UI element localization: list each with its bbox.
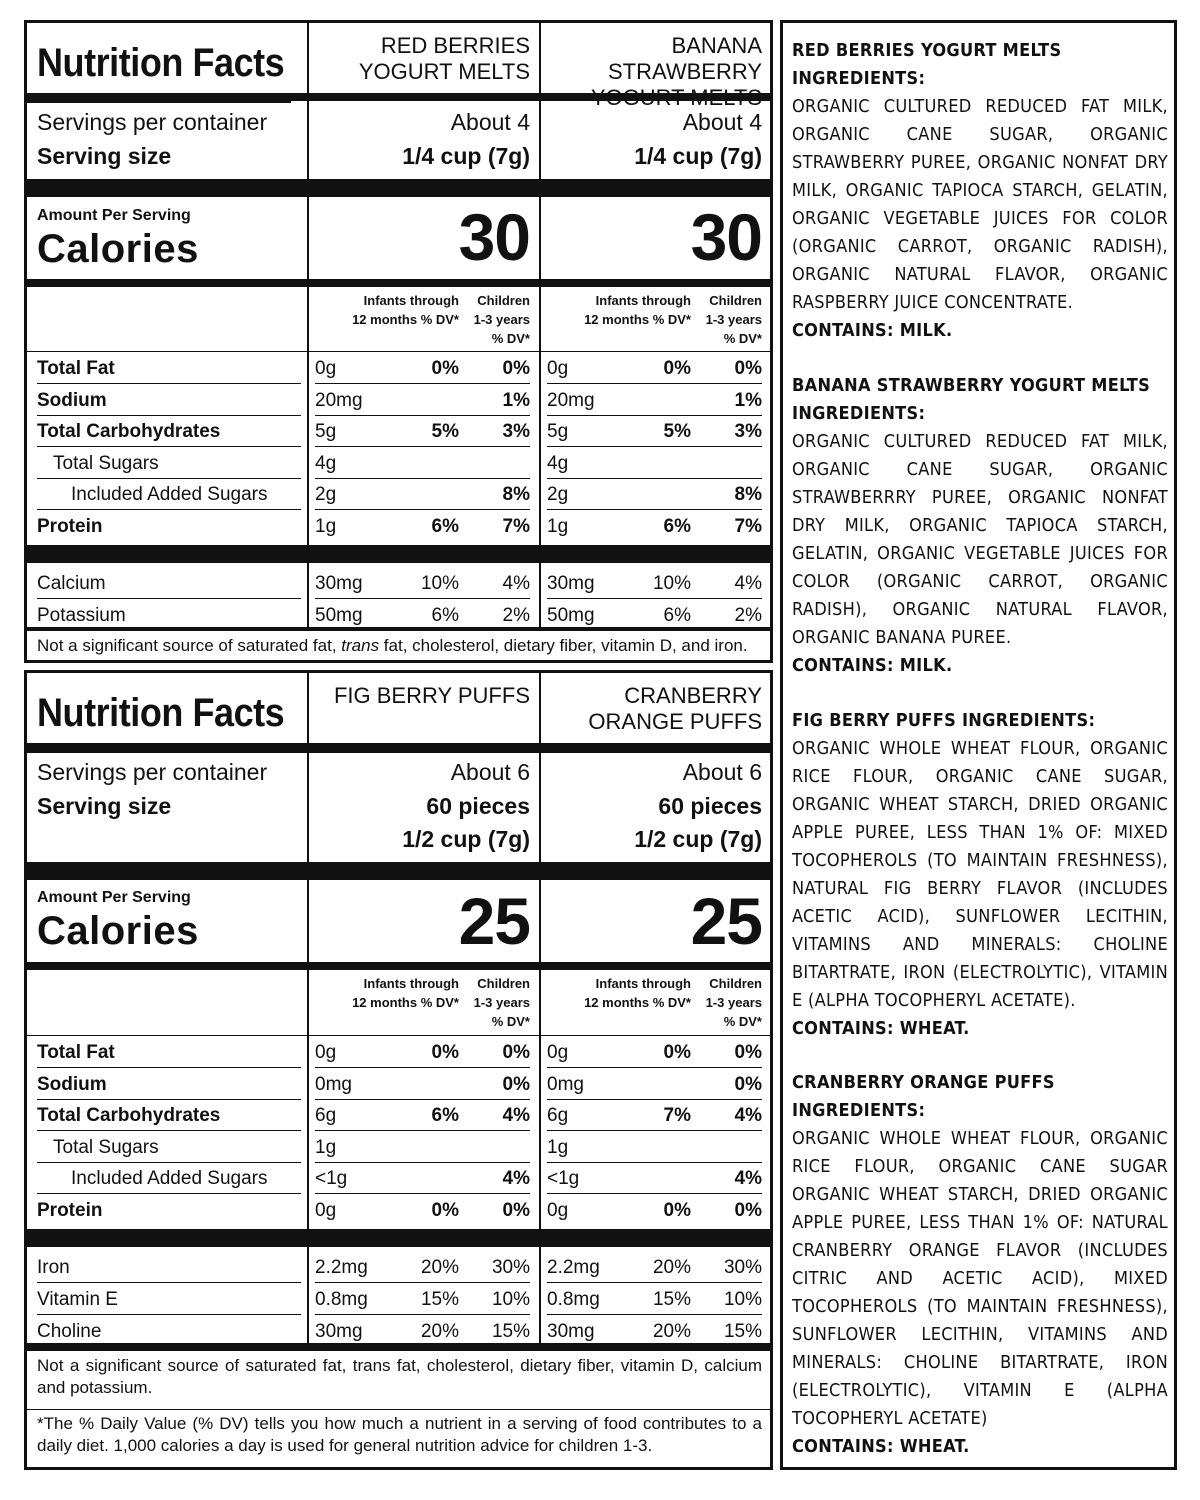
nutrient-label: Total Carbohydrates (37, 1105, 221, 1126)
dv-children: 4% (502, 1105, 530, 1126)
dv-header-infants: Infants through 12 months % DV* (584, 293, 691, 327)
footnote-daily-value: *The % Daily Value (% DV) tells you how much a nutrient in a serving of food contributes to a daily diet. 1,000 calories a day is used for general nutrition advice for children 1-3. (37, 1414, 762, 1455)
dv-children: 0% (502, 358, 530, 379)
servings-value: About 4 (682, 109, 762, 135)
dv-infants: 6% (431, 1105, 459, 1126)
product-name-banana-strawberry: BANANA STRAWBERRY (607, 33, 762, 84)
dv-children: 1% (734, 389, 762, 411)
product-name-red-berries: RED BERRIES YOGURT MELTS (358, 33, 530, 84)
nutrient-row (27, 386, 770, 416)
ingredients-cranberry-orange (792, 1069, 1168, 1461)
nutrient-label: Potassium (37, 605, 126, 626)
dv-children: 0% (502, 1042, 530, 1063)
nutrient-amount: 2g (315, 484, 337, 505)
nutrition-panel-puffs (24, 670, 773, 1470)
nutrient-label: Sodium (37, 1073, 107, 1095)
dv-infants: 6% (431, 605, 459, 626)
nutrient-amount: 2.2mg (315, 1257, 368, 1278)
dv-children: 8% (502, 484, 530, 505)
dv-infants (607, 1133, 691, 1163)
nutrient-row (27, 1070, 770, 1100)
dv-infants (607, 480, 691, 510)
nutrient-amount: 0g (547, 1042, 569, 1063)
dv-infants (375, 386, 459, 416)
servings-value: About 4 (450, 109, 530, 135)
nutrient-amount: 0g (315, 1042, 337, 1063)
nutrient-amount: 0.8mg (547, 1289, 600, 1310)
servings-per-container-label: Servings per container (37, 109, 268, 135)
nutrient-amount: 2g (547, 484, 569, 505)
nutrient-amount: 4g (547, 452, 569, 474)
calories-value: 30 (458, 200, 530, 274)
nutrient-row (27, 569, 770, 599)
dv-infants: 5% (431, 421, 459, 442)
allergen-contains: CONTAINS: WHEAT. (792, 1436, 970, 1457)
nutrient-label: Protein (37, 515, 103, 537)
dv-children (697, 449, 762, 479)
nutrient-amount: 5g (315, 421, 337, 442)
dv-children: 30% (491, 1257, 530, 1278)
dv-header-children: Children 1-3 years % DV* (473, 976, 530, 1029)
dv-header-children: Children 1-3 years % DV* (705, 976, 762, 1029)
servings-value: About 6 (450, 759, 530, 785)
dv-children: 1% (502, 389, 530, 411)
nutrient-amount: 50mg (547, 605, 595, 626)
dv-infants: 0% (431, 1199, 459, 1221)
nutrient-amount: 0mg (315, 1073, 352, 1095)
nutrient-amount: 30mg (547, 1321, 595, 1342)
dv-children: 0% (734, 1042, 762, 1063)
dv-header-infants: Infants through 12 months % DV* (352, 293, 459, 327)
dv-infants (375, 1070, 459, 1100)
dv-children: 2% (502, 605, 530, 626)
dv-infants: 0% (431, 1042, 459, 1063)
dv-infants: 0% (663, 1042, 691, 1063)
nutrient-amount: 0g (547, 358, 569, 379)
dv-infants: 0% (663, 358, 691, 379)
allergen-contains: CONTAINS: MILK. (792, 655, 953, 676)
nutrient-amount: 30mg (547, 573, 595, 594)
dv-infants: 20% (420, 1321, 459, 1342)
dv-children: 0% (734, 1073, 762, 1095)
nutrient-label: Calcium (37, 573, 106, 594)
dv-children: 30% (723, 1257, 762, 1278)
nutrient-row (27, 354, 770, 384)
ingredients-text: ORGANIC WHOLE WHEAT FLOUR, ORGANIC RICE FLOUR, ORGANIC CANE SUGAR, ORGANIC WHEAT STARCH, DRIED ORGANIC APPLE PUREE, LESS THAN 1% OF: MIXED TOCOPHEROLS (TO MAINTAIN FRESHNESS), NATURAL FIG BERRY FLAVOR (INCLUDES ACETIC ACID), SUNFLOWER LECITHIN, VITAMINS AND MINERALS: CHOLINE BITARTRATE, IRON (ELECTROLYTIC), VITAMIN E (ALPHA TOCOPHERYL ACETATE). (792, 738, 1168, 1011)
nutrition-facts-title: Nutrition Facts (37, 691, 285, 735)
calories-value: 25 (690, 884, 762, 958)
ingredients-fig-berry (792, 707, 1168, 1043)
footnote-not-significant: Not a significant source of saturated fat, trans fat, cholesterol, dietary fiber, vitamin D, and iron. (37, 636, 748, 655)
serving-size-value: 1/2 cup (7g) (402, 826, 530, 852)
nutrient-amount: 0.8mg (315, 1289, 368, 1310)
nutrition-facts-title: Nutrition Facts (37, 41, 285, 85)
ingredients-text: ORGANIC CULTURED REDUCED FAT MILK, ORGANIC CANE SUGAR, ORGANIC STRAWBERRY PUREE, ORGANIC NONFAT DRY MILK, ORGANIC TAPIOCA STARCH, GELATIN, ORGANIC VEGETABLE JUICES FOR COLOR (ORGANIC CARROT, ORGANIC RADISH), ORGANIC NATURAL FLAVOR, ORGANIC RASPBERRY JUICE CONCENTRATE. (792, 96, 1168, 313)
nutrient-amount: 20mg (547, 389, 595, 411)
allergen-contains: CONTAINS: WHEAT. (792, 1018, 970, 1039)
servings-per-container-label: Servings per container (37, 759, 268, 785)
dv-infants (607, 386, 691, 416)
ingredients-heading: RED BERRIES YOGURT MELTS INGREDIENTS: (792, 40, 1062, 89)
nutrient-amount: 30mg (315, 1321, 363, 1342)
serving-size-label: Serving size (37, 143, 172, 169)
nutrient-row (27, 1101, 770, 1131)
nutrient-label: Total Sugars (53, 1136, 159, 1158)
nutrient-amount: 20mg (315, 389, 363, 411)
dv-infants: 10% (652, 573, 691, 594)
dv-children: 4% (502, 1168, 530, 1189)
dv-infants: 20% (420, 1257, 459, 1278)
nutrient-label: Total Fat (37, 1042, 115, 1063)
dv-children: 2% (734, 605, 762, 626)
nutrient-amount: 1g (315, 515, 337, 537)
serving-pieces-value: 60 pieces (658, 793, 762, 819)
dv-infants: 6% (431, 515, 459, 537)
dv-children: 8% (734, 484, 762, 505)
ingredients-heading: CRANBERRY ORANGE PUFFS INGREDIENTS: (792, 1072, 1055, 1121)
dv-children: 0% (502, 1199, 530, 1221)
dv-children: 15% (491, 1321, 530, 1342)
nutrient-row (27, 1038, 770, 1068)
amount-per-serving: Amount Per Serving (37, 889, 191, 906)
calories-value: 30 (690, 200, 762, 274)
nutrient-amount: 1g (547, 1136, 569, 1158)
dv-children: 7% (734, 515, 762, 537)
nutrient-row (27, 1285, 770, 1315)
nutrient-label: Iron (37, 1257, 70, 1278)
nutrient-amount: 0g (315, 358, 337, 379)
nutrient-amount: 30mg (315, 573, 363, 594)
nutrient-amount: 4g (315, 452, 337, 474)
nutrient-row (27, 512, 770, 542)
dv-infants (375, 1133, 459, 1163)
dv-infants: 15% (652, 1289, 691, 1310)
dv-header-infants: Infants through 12 months % DV* (584, 976, 691, 1010)
servings-value: About 6 (682, 759, 762, 785)
nutrient-label: Included Added Sugars (71, 1168, 268, 1189)
dv-children: 3% (734, 421, 762, 442)
nutrient-label: Included Added Sugars (71, 484, 268, 505)
dv-header-children: Children 1-3 years % DV* (473, 293, 530, 346)
calories-label: Calories (37, 909, 199, 953)
nutrient-row (27, 1164, 770, 1194)
dv-children (465, 449, 530, 479)
ingredients-red-berries (792, 37, 1168, 345)
dv-infants (375, 480, 459, 510)
nutrient-row (27, 1196, 770, 1226)
nutrient-row (27, 1133, 770, 1163)
footnote-not-significant: Not a significant source of saturated fat, trans fat, cholesterol, dietary fiber, vitamin D, calcium and potassium. (37, 1356, 762, 1397)
calories-value: 25 (458, 884, 530, 958)
dv-children: 3% (502, 421, 530, 442)
dv-infants: 20% (652, 1321, 691, 1342)
nutrient-amount: <1g (315, 1168, 348, 1189)
serving-size-value: 1/2 cup (7g) (634, 826, 762, 852)
nutrient-row (27, 417, 770, 447)
dv-infants: 20% (652, 1257, 691, 1278)
dv-infants (607, 449, 691, 479)
dv-infants: 15% (420, 1289, 459, 1310)
nutrient-amount: 2.2mg (547, 1257, 600, 1278)
dv-infants: 0% (663, 1199, 691, 1221)
dv-infants: 0% (431, 358, 459, 379)
dv-children (465, 1133, 530, 1163)
dv-infants: 6% (663, 515, 691, 537)
amount-per-serving: Amount Per Serving (37, 207, 191, 224)
nutrient-label: Total Sugars (53, 452, 159, 474)
serving-size-label: Serving size (37, 793, 172, 819)
ingredients-text: ORGANIC CULTURED REDUCED FAT MILK, ORGANIC CANE SUGAR, ORGANIC STRAWBERRRY PUREE, ORGANIC NONFAT DRY MILK, ORGANIC TAPIOCA STARCH, GELATIN, ORGANIC VEGETABLE JUICES FOR COLOR (ORGANIC CARROT, ORGANIC RADISH), ORGANIC NATURAL FLAVOR, ORGANIC BANANA PUREE. (792, 431, 1168, 648)
allergen-contains: CONTAINS: MILK. (792, 320, 953, 341)
dv-infants: 7% (663, 1105, 691, 1126)
dv-header-children: Children 1-3 years % DV* (705, 293, 762, 346)
ingredients-heading: FIG BERRY PUFFS INGREDIENTS: (792, 710, 1096, 731)
dv-children: 10% (491, 1289, 530, 1310)
dv-children: 10% (723, 1289, 762, 1310)
dv-infants (375, 1164, 459, 1194)
calories-label: Calories (37, 227, 199, 271)
ingredients-panel (780, 20, 1177, 1470)
dv-children (697, 1133, 762, 1163)
dv-children: 0% (502, 1073, 530, 1095)
dv-children: 4% (734, 1105, 762, 1126)
nutrient-label: Total Fat (37, 358, 115, 379)
nutrient-amount: <1g (547, 1168, 580, 1189)
nutrient-amount: 1g (547, 515, 569, 537)
dv-children: 0% (734, 1199, 762, 1221)
serving-size-value: 1/4 cup (7g) (402, 143, 530, 169)
nutrient-amount: 0g (315, 1199, 337, 1221)
serving-pieces-value: 60 pieces (426, 793, 530, 819)
dv-children: 15% (723, 1321, 762, 1342)
nutrient-label: Sodium (37, 389, 107, 411)
dv-infants: 6% (663, 605, 691, 626)
dv-infants (607, 1070, 691, 1100)
nutrient-amount: 50mg (315, 605, 363, 626)
dv-infants (375, 449, 459, 479)
dv-children: 0% (734, 358, 762, 379)
nutrient-amount: 5g (547, 421, 569, 442)
ingredients-banana-strawberry (792, 372, 1168, 680)
nutrient-label: Choline (37, 1321, 102, 1342)
nutrient-amount: 6g (547, 1105, 569, 1126)
nutrient-label: Vitamin E (37, 1289, 118, 1310)
nutrient-amount: 0g (547, 1199, 569, 1221)
serving-size-value: 1/4 cup (7g) (634, 143, 762, 169)
nutrient-amount: 1g (315, 1136, 337, 1158)
dv-header-infants: Infants through 12 months % DV* (352, 976, 459, 1010)
nutrient-row (27, 1253, 770, 1283)
dv-children: 4% (734, 573, 762, 594)
nutrient-amount: 0mg (547, 1073, 584, 1095)
dv-children: 4% (502, 573, 530, 594)
nutrition-panel-yogurt-melts (24, 20, 773, 663)
dv-infants: 5% (663, 421, 691, 442)
nutrient-label: Total Carbohydrates (37, 421, 221, 442)
dv-children: 4% (734, 1168, 762, 1189)
dv-infants (607, 1164, 691, 1194)
dv-infants: 10% (420, 573, 459, 594)
nutrient-label: Protein (37, 1199, 103, 1221)
product-name-cranberry-orange: CRANBERRY ORANGE PUFFS (588, 683, 762, 734)
ingredients-heading: BANANA STRAWBERRY YOGURT MELTS INGREDIENTS: (792, 375, 1151, 424)
nutrient-row (27, 449, 770, 479)
nutrient-row (27, 480, 770, 510)
nutrient-amount: 6g (315, 1105, 337, 1126)
dv-children: 7% (502, 515, 530, 537)
product-name-fig-berry: FIG BERRY PUFFS (333, 683, 530, 708)
ingredients-text: ORGANIC WHOLE WHEAT FLOUR, ORGANIC RICE FLOUR, ORGANIC CANE SUGAR ORGANIC WHEAT STARCH, DRIED ORGANIC APPLE PUREE, LESS THAN 1% OF: NATURAL CRANBERRY ORANGE FLAVOR (INCLUDES CITRIC AND ACETIC ACID), MIXED TOCOPHEROLS (TO MAINTAIN FRESHNESS), SUNFLOWER LECITHIN, VITAMINS AND MINERALS: CHOLINE BITARTRATE, IRON (ELECTROLYTIC), VITAMIN E (ALPHA TOCOPHERYL ACETATE) (792, 1128, 1168, 1429)
